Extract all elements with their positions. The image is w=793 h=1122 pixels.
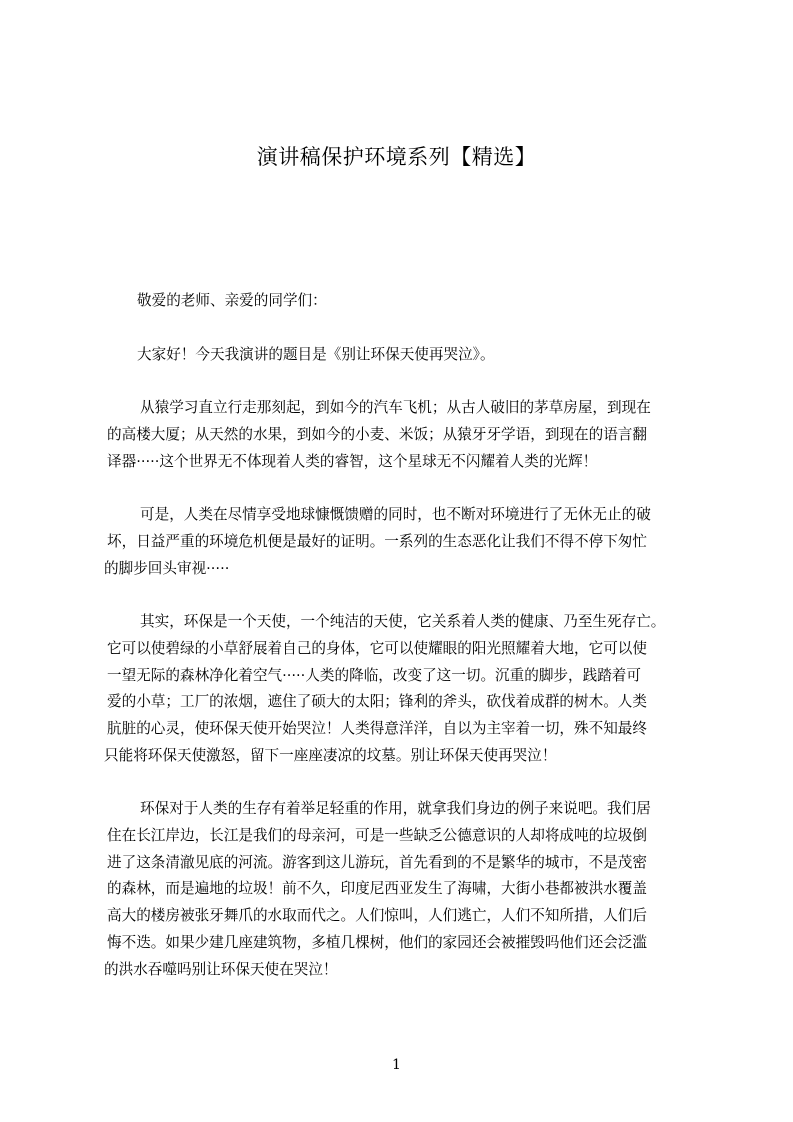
paragraph-line: 只能将环保天使激怒，留下一座座凄凉的坟墓。别让环保天使再哭泣！: [104, 747, 557, 764]
paragraph-line: 坏，日益严重的环境危机便是最好的证明。一系列的生态恶化让我们不得不停下匆忙: [107, 533, 647, 550]
paragraph-line: 环保对于人类的生存有着举足轻重的作用，就拿我们身边的例子来说吧。我们居: [140, 800, 651, 817]
paragraph-line: 它可以使碧绿的小草舒展着自己的身体，它可以使耀眼的阳光照耀着大地，它可以使: [107, 640, 647, 657]
page-number: 1: [392, 1057, 401, 1073]
paragraph-line: 一望无际的森林净化着空气·····人类的降临，改变了这一切。沉重的脚步，践踏着可: [107, 667, 641, 684]
paragraph-line: 爱的小草；工厂的浓烟，遮住了硕大的太阳；锋利的斧头，砍伐着成群的树木。人类: [107, 693, 647, 710]
paragraph-line: 高大的楼房被张牙舞爪的水取而代之。人们惊叫，人们逃亡，人们不知所措，人们后: [107, 907, 647, 924]
paragraph-line: 的高楼大厦；从天然的水果，到如今的小麦、米饭；从猿牙牙学语，到现在的语言翻: [107, 426, 647, 443]
paragraph-line: 的脚步回头审视·····: [104, 560, 230, 577]
paragraph-line: 大家好！今天我演讲的题目是《别让环保天使再哭泣》。: [137, 346, 495, 363]
document-title: 演讲稿保护环境系列【精选】: [256, 145, 537, 169]
paragraph-line: 肮脏的心灵，使环保天使开始哭泣！人类得意洋洋，自以为主宰着一切，殊不知最终: [107, 720, 647, 737]
paragraph-line: 进了这条清澈见底的河流。游客到这儿游玩，首先看到的不是繁华的城市，不是茂密: [107, 854, 647, 871]
paragraph-line: 悔不迭。如果少建几座建筑物，多植几棵树，他们的家园还会被摧毁吗他们还会泛滥: [107, 934, 647, 951]
paragraph-line: 的森林，而是遍地的垃圾！前不久，印度尼西亚发生了海啸，大街小巷都被洪水覆盖: [107, 880, 647, 897]
paragraph-line: 从猿学习直立行走那刻起，到如今的汽车飞机；从古人破旧的茅草房屋，到现在: [140, 399, 651, 416]
paragraph-line: 译器·····这个世界无不体现着人类的睿智，这个星球无不闪耀着人类的光辉！: [107, 453, 598, 470]
paragraph-line: 敬爱的老师、亲爱的同学们：: [137, 292, 327, 309]
paragraph-line: 住在长江岸边，长江是我们的母亲河，可是一些缺乏公德意识的人却将成吨的垃圾倒: [107, 827, 647, 844]
paragraph-line: 的洪水吞噬吗别让环保天使在哭泣！: [104, 961, 338, 978]
paragraph-line: 可是，人类在尽情享受地球慷慨馈赠的同时，也不断对环境进行了无休无止的破: [140, 506, 651, 523]
paragraph-line: 其实，环保是一个天使，一个纯洁的天使，它关系着人类的健康、乃至生死存亡。: [140, 613, 666, 630]
